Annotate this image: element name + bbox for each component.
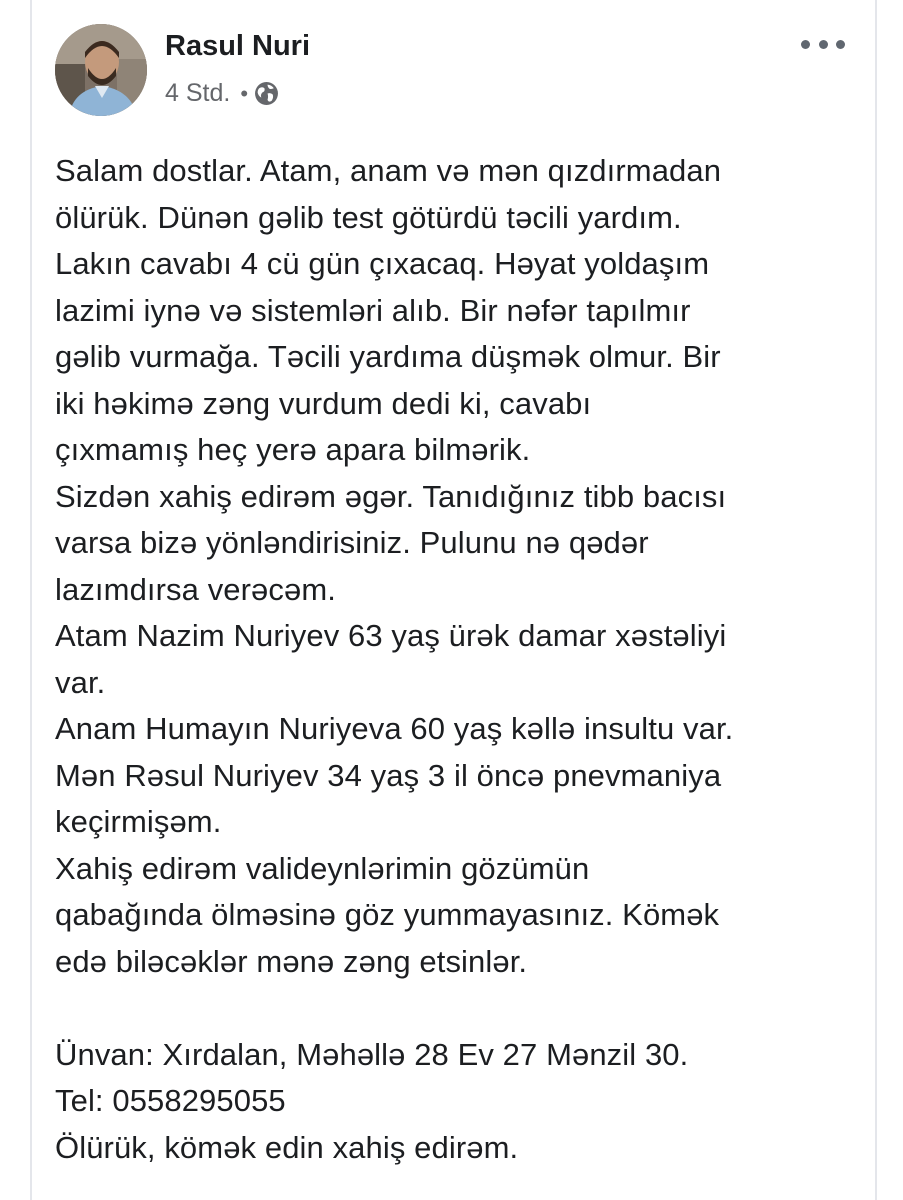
post-text-line: Mən Rəsul Nuriyev 34 yaş 3 il öncə pnevmaniya [55,757,722,793]
more-options-icon[interactable] [801,34,845,54]
post-text-line: çıxmamış heç yerə apara bilmərik. [55,432,531,467]
post-text-line: Anam Humayın Nuriyeva 60 yaş kəllə insultu var. [55,711,734,746]
avatar[interactable] [55,24,147,116]
card-border-right [875,0,877,1200]
post-text-blank-line [55,985,855,1032]
post-text-line: edə biləcəklər mənə zəng etsinlər. [55,943,528,979]
meta-separator: • [240,80,249,106]
card-border-left [30,0,32,1200]
post-text-line: Xahiş edirəm valideynlərimin gözümün [55,850,590,886]
post-text-line: Salam dostlar. Atam, anam və mən qızdırmadan [55,153,722,188]
post-text-line: Tel: 0558295055 [55,1083,286,1118]
post-text-line: varsa bizə yönləndirisiniz. Pulunu nə qədər [55,525,649,560]
post-text-line: ölürük. Dünən gəlib test götürdü təcili yardım. [55,199,682,235]
post-text-line: var. [55,664,106,700]
post-text [55,148,855,1171]
post-header [55,24,845,119]
post-text-line: Sizdən xahiş edirəm əgər. Tanıdığınız tibb bacısı [55,478,727,514]
post-text-line: lazımdırsa verəcəm. [55,571,336,607]
post-text-line: gəlib vurmağa. Təcili yardıma düşmək olmur. Bir [55,339,721,374]
more-dot [836,40,845,49]
post-text-line: qabağında ölməsinə göz yummayasınız. Kömək [55,897,720,932]
post-text-line: lazimi iynə və sistemləri alıb. Bir nəfər tapılmır [55,292,691,328]
post-text-line: Ünvan: Xırdalan, Məhəllə 28 Ev 27 Mənzil 30. [55,1036,689,1072]
post-meta [165,79,279,108]
post-text-line: Atam Nazim Nuriyev 63 yaş ürək damar xəstəliyi [55,618,727,653]
post-text-line: keçirmişəm. [55,804,222,839]
author-name[interactable]: Rasul Nuri [165,30,311,62]
more-dot [801,40,810,49]
post-text-line: Lakın cavabı 4 cü gün çıxacaq. Həyat yoldaşım [55,246,710,281]
post-text-line: iki həkimə zəng vurdum dedi ki, cavabı [55,385,592,421]
post-time[interactable]: 4 Std. [165,79,231,107]
globe-icon[interactable] [254,81,279,106]
more-dot [819,40,828,49]
avatar-photo [55,24,147,116]
post-text-line: Ölürük, kömək edin xahiş edirəm. [55,1129,519,1165]
